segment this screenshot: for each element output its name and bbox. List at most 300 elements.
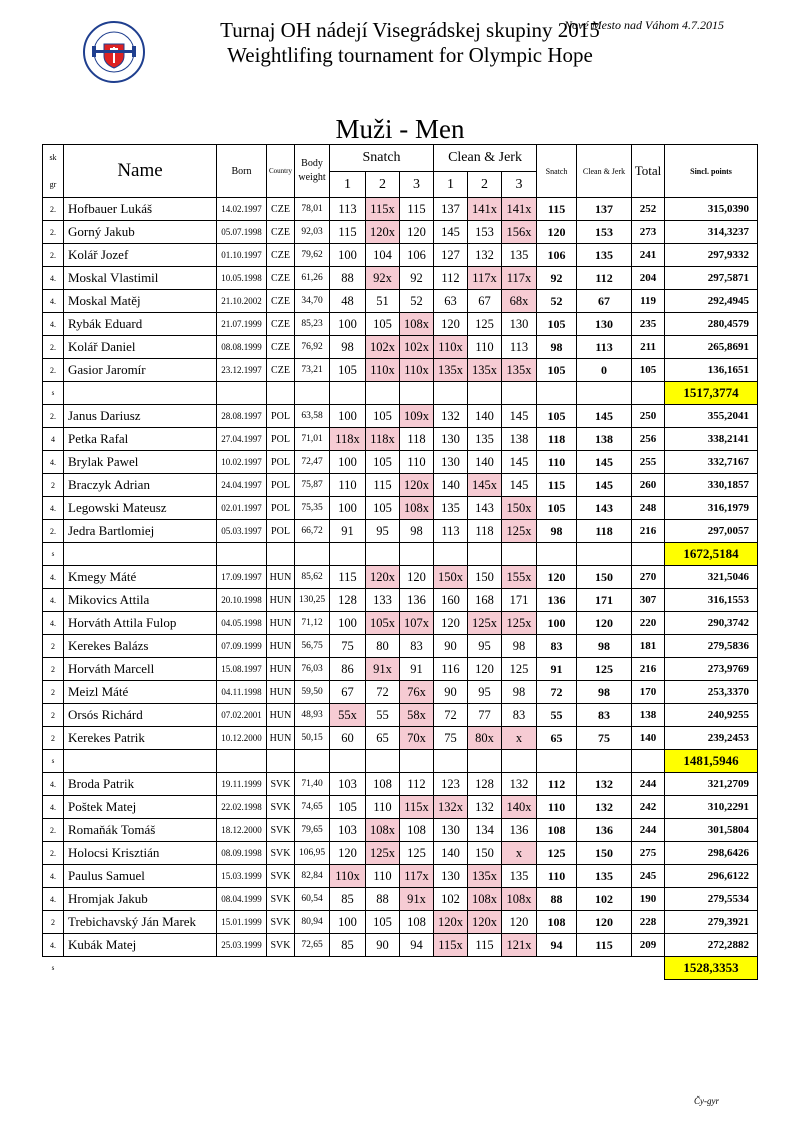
empty-cell bbox=[434, 543, 468, 566]
country-cell: CZE bbox=[267, 198, 295, 221]
cj-1-cell: 116 bbox=[434, 658, 468, 681]
table-row bbox=[43, 474, 758, 497]
snatch-best-cell: 52 bbox=[537, 290, 577, 313]
cj-1-cell: 130 bbox=[434, 428, 468, 451]
sinclair-cell: 239,2453 bbox=[665, 727, 758, 750]
total-cell: 105 bbox=[632, 359, 665, 382]
snatch-2-cell: 105 bbox=[366, 405, 400, 428]
table-row bbox=[43, 865, 758, 888]
total-cell: 275 bbox=[632, 842, 665, 865]
cj-3-cell: 121x bbox=[502, 934, 537, 957]
empty-cell bbox=[577, 543, 632, 566]
empty-cell bbox=[267, 750, 295, 773]
section-heading: Muži - Men bbox=[335, 114, 465, 144]
sum-marker: s bbox=[51, 964, 55, 973]
sinclair-cell: 321,5046 bbox=[665, 566, 758, 589]
athlete-name: Hromjak Jakub bbox=[64, 888, 217, 911]
snatch-1-cell: 105 bbox=[330, 359, 366, 382]
col-snatch-2: 2 bbox=[366, 172, 400, 198]
team-sum-row bbox=[43, 382, 758, 405]
group-cell: 4. bbox=[43, 934, 64, 957]
athlete-name: Braczyk Adrian bbox=[64, 474, 217, 497]
athlete-name: Kmegy Máté bbox=[64, 566, 217, 589]
cj-best-cell: 67 bbox=[577, 290, 632, 313]
cj-2-cell: 125 bbox=[468, 313, 502, 336]
cj-best-cell: 98 bbox=[577, 681, 632, 704]
snatch-1-cell: 85 bbox=[330, 888, 366, 911]
table-row bbox=[43, 244, 758, 267]
empty-cell bbox=[502, 382, 537, 405]
snatch-2-cell: 108x bbox=[366, 819, 400, 842]
snatch-1-cell: 98 bbox=[330, 336, 366, 359]
cj-1-cell: 137 bbox=[434, 198, 468, 221]
sinclair-cell: 316,1553 bbox=[665, 589, 758, 612]
snatch-2-cell: 110x bbox=[366, 359, 400, 382]
athlete-name: Gasior Jaromír bbox=[64, 359, 217, 382]
table-row bbox=[43, 681, 758, 704]
born-cell: 07.09.1999 bbox=[217, 635, 267, 658]
sinclair-cell: 273,9769 bbox=[665, 658, 758, 681]
cj-3-cell: 135 bbox=[502, 244, 537, 267]
group-cell: 2. bbox=[43, 359, 64, 382]
team-sum: 1672,5184 bbox=[665, 543, 758, 566]
body-weight-cell: 50,15 bbox=[295, 727, 330, 750]
body-weight-cell: 74,65 bbox=[295, 796, 330, 819]
place-date: Nové Mesto nad Váhom 4.7.2015 bbox=[564, 18, 724, 32]
snatch-best-cell: 110 bbox=[537, 865, 577, 888]
group-cell: 4. bbox=[43, 773, 64, 796]
col-snatch: Snatch bbox=[330, 145, 434, 172]
cj-3-cell: 98 bbox=[502, 635, 537, 658]
snatch-1-cell: 100 bbox=[330, 313, 366, 336]
cj-1-cell: 102 bbox=[434, 888, 468, 911]
cj-best-cell: 102 bbox=[577, 888, 632, 911]
total-cell: 220 bbox=[632, 612, 665, 635]
cj-2-cell: 108x bbox=[468, 888, 502, 911]
snatch-best-cell: 136 bbox=[537, 589, 577, 612]
snatch-1-cell: 113 bbox=[330, 198, 366, 221]
group-cell: 2. bbox=[43, 819, 64, 842]
total-cell: 252 bbox=[632, 198, 665, 221]
snatch-3-cell: 108x bbox=[400, 497, 434, 520]
athlete-name: Moskal Matěj bbox=[64, 290, 217, 313]
col-skgr: sk gr bbox=[43, 145, 64, 198]
group-cell: 2 bbox=[43, 704, 64, 727]
athlete-name: Trebichavský Ján Marek bbox=[64, 911, 217, 934]
snatch-1-cell: 110 bbox=[330, 474, 366, 497]
born-cell: 04.05.1998 bbox=[217, 612, 267, 635]
cj-best-cell: 150 bbox=[577, 566, 632, 589]
total-cell: 190 bbox=[632, 888, 665, 911]
snatch-3-cell: 107x bbox=[400, 612, 434, 635]
athlete-name: Jedra Bartlomiej bbox=[64, 520, 217, 543]
snatch-3-cell: 108x bbox=[400, 313, 434, 336]
snatch-best-cell: 120 bbox=[537, 221, 577, 244]
athlete-name: Kolář Jozef bbox=[64, 244, 217, 267]
snatch-1-cell: 75 bbox=[330, 635, 366, 658]
snatch-3-cell: 120 bbox=[400, 221, 434, 244]
cj-best-cell: 145 bbox=[577, 474, 632, 497]
snatch-best-cell: 94 bbox=[537, 934, 577, 957]
cj-3-cell: 83 bbox=[502, 704, 537, 727]
col-body-weight: Body weight bbox=[295, 145, 330, 198]
total-cell: 256 bbox=[632, 428, 665, 451]
cj-3-cell: x bbox=[502, 727, 537, 750]
country-cell: HUN bbox=[267, 566, 295, 589]
empty-cell bbox=[400, 382, 434, 405]
col-total: Total bbox=[632, 145, 665, 198]
cj-best-cell: 145 bbox=[577, 451, 632, 474]
snatch-2-cell: 92x bbox=[366, 267, 400, 290]
snatch-1-cell: 100 bbox=[330, 612, 366, 635]
born-cell: 28.08.1997 bbox=[217, 405, 267, 428]
table-row bbox=[43, 290, 758, 313]
snatch-1-cell: 55x bbox=[330, 704, 366, 727]
total-cell: 216 bbox=[632, 520, 665, 543]
sinclair-cell: 296,6122 bbox=[665, 865, 758, 888]
snatch-1-cell: 48 bbox=[330, 290, 366, 313]
snatch-2-cell: 72 bbox=[366, 681, 400, 704]
cj-2-cell: 95 bbox=[468, 635, 502, 658]
cj-3-cell: 145 bbox=[502, 451, 537, 474]
cj-3-cell: 120 bbox=[502, 911, 537, 934]
cj-3-cell: 136 bbox=[502, 819, 537, 842]
snatch-3-cell: 108 bbox=[400, 911, 434, 934]
total-cell: 138 bbox=[632, 704, 665, 727]
cj-3-cell: 98 bbox=[502, 681, 537, 704]
cj-3-cell: 138 bbox=[502, 428, 537, 451]
empty-cell bbox=[537, 750, 577, 773]
snatch-2-cell: 105 bbox=[366, 451, 400, 474]
snatch-2-cell: 90 bbox=[366, 934, 400, 957]
born-cell: 21.10.2002 bbox=[217, 290, 267, 313]
snatch-1-cell: 85 bbox=[330, 934, 366, 957]
group-cell: 2. bbox=[43, 405, 64, 428]
snatch-3-cell: 106 bbox=[400, 244, 434, 267]
sum-marker: s bbox=[43, 543, 64, 566]
athlete-name: Rybák Eduard bbox=[64, 313, 217, 336]
cj-3-cell: 108x bbox=[502, 888, 537, 911]
body-weight-cell: 78,01 bbox=[295, 198, 330, 221]
total-cell: 241 bbox=[632, 244, 665, 267]
athlete-name: Broda Patrik bbox=[64, 773, 217, 796]
total-cell: 273 bbox=[632, 221, 665, 244]
empty-cell bbox=[632, 382, 665, 405]
cj-best-cell: 113 bbox=[577, 336, 632, 359]
born-cell: 10.02.1997 bbox=[217, 451, 267, 474]
group-cell: 2 bbox=[43, 635, 64, 658]
results-table bbox=[42, 144, 758, 980]
cj-2-cell: 150 bbox=[468, 566, 502, 589]
group-cell: 4. bbox=[43, 589, 64, 612]
snatch-3-cell: 83 bbox=[400, 635, 434, 658]
table-row bbox=[43, 727, 758, 750]
body-weight-cell: 130,25 bbox=[295, 589, 330, 612]
snatch-1-cell: 67 bbox=[330, 681, 366, 704]
born-cell: 14.02.1997 bbox=[217, 198, 267, 221]
country-cell: HUN bbox=[267, 727, 295, 750]
cj-2-cell: 135 bbox=[468, 428, 502, 451]
snatch-1-cell: 100 bbox=[330, 244, 366, 267]
table-row bbox=[43, 612, 758, 635]
empty-cell bbox=[400, 543, 434, 566]
snatch-1-cell: 105 bbox=[330, 796, 366, 819]
col-cj-best: Clean & Jerk bbox=[577, 145, 632, 198]
snatch-2-cell: 105 bbox=[366, 497, 400, 520]
cj-2-cell: 110 bbox=[468, 336, 502, 359]
col-sinclair: Sincl. points bbox=[665, 145, 758, 198]
snatch-3-cell: 110x bbox=[400, 359, 434, 382]
athlete-name: Hofbauer Lukáš bbox=[64, 198, 217, 221]
cj-2-cell: 128 bbox=[468, 773, 502, 796]
empty-cell bbox=[577, 382, 632, 405]
born-cell: 15.01.1999 bbox=[217, 911, 267, 934]
cj-2-cell: 150 bbox=[468, 842, 502, 865]
snatch-3-cell: 112 bbox=[400, 773, 434, 796]
snatch-3-cell: 58x bbox=[400, 704, 434, 727]
sinclair-cell: 279,5534 bbox=[665, 888, 758, 911]
born-cell: 10.12.2000 bbox=[217, 727, 267, 750]
country-cell: CZE bbox=[267, 290, 295, 313]
title-english: Weightlifing tournament for Olympic Hope bbox=[227, 43, 593, 67]
empty-cell bbox=[468, 750, 502, 773]
cj-2-cell: 145x bbox=[468, 474, 502, 497]
snatch-best-cell: 72 bbox=[537, 681, 577, 704]
born-cell: 04.11.1998 bbox=[217, 681, 267, 704]
total-cell: 270 bbox=[632, 566, 665, 589]
col-snatch-best: Snatch bbox=[537, 145, 577, 198]
country-cell: SVK bbox=[267, 796, 295, 819]
country-cell: SVK bbox=[267, 911, 295, 934]
table-row bbox=[43, 773, 758, 796]
snatch-2-cell: 102x bbox=[366, 336, 400, 359]
snatch-2-cell: 133 bbox=[366, 589, 400, 612]
snatch-best-cell: 98 bbox=[537, 520, 577, 543]
table-row bbox=[43, 336, 758, 359]
cj-1-cell: 135x bbox=[434, 359, 468, 382]
sinclair-cell: 298,6426 bbox=[665, 842, 758, 865]
col-cj-3: 3 bbox=[502, 172, 537, 198]
body-weight-cell: 71,12 bbox=[295, 612, 330, 635]
snatch-best-cell: 65 bbox=[537, 727, 577, 750]
empty-cell bbox=[217, 543, 267, 566]
table-row bbox=[43, 359, 758, 382]
empty-cell bbox=[64, 543, 217, 566]
athlete-name: Brylak Pawel bbox=[64, 451, 217, 474]
cj-best-cell: 138 bbox=[577, 428, 632, 451]
group-cell: 2 bbox=[43, 474, 64, 497]
empty-cell bbox=[468, 543, 502, 566]
body-weight-cell: 59,50 bbox=[295, 681, 330, 704]
country-cell: CZE bbox=[267, 313, 295, 336]
table-row bbox=[43, 221, 758, 244]
country-cell: SVK bbox=[267, 888, 295, 911]
cj-1-cell: 123 bbox=[434, 773, 468, 796]
snatch-2-cell: 55 bbox=[366, 704, 400, 727]
snatch-1-cell: 128 bbox=[330, 589, 366, 612]
cj-2-cell: 115 bbox=[468, 934, 502, 957]
cj-1-cell: 127 bbox=[434, 244, 468, 267]
cj-2-cell: 132 bbox=[468, 244, 502, 267]
group-cell: 4. bbox=[43, 290, 64, 313]
snatch-2-cell: 120x bbox=[366, 566, 400, 589]
cj-best-cell: 143 bbox=[577, 497, 632, 520]
total-cell: 119 bbox=[632, 290, 665, 313]
snatch-1-cell: 118x bbox=[330, 428, 366, 451]
snatch-best-cell: 88 bbox=[537, 888, 577, 911]
cj-best-cell: 120 bbox=[577, 612, 632, 635]
group-cell: 4. bbox=[43, 566, 64, 589]
empty-cell bbox=[267, 382, 295, 405]
body-weight-cell: 60,54 bbox=[295, 888, 330, 911]
cj-2-cell: 120 bbox=[468, 658, 502, 681]
sinclair-cell: 316,1979 bbox=[665, 497, 758, 520]
empty-cell bbox=[537, 543, 577, 566]
sinclair-cell: 240,9255 bbox=[665, 704, 758, 727]
snatch-2-cell: 95 bbox=[366, 520, 400, 543]
born-cell: 17.09.1997 bbox=[217, 566, 267, 589]
athlete-name: Kerekes Balázs bbox=[64, 635, 217, 658]
snatch-3-cell: 125 bbox=[400, 842, 434, 865]
snatch-3-cell: 108 bbox=[400, 819, 434, 842]
born-cell: 25.03.1999 bbox=[217, 934, 267, 957]
empty-cell bbox=[64, 957, 665, 980]
total-cell: 216 bbox=[632, 658, 665, 681]
col-clean-jerk: Clean & Jerk bbox=[434, 145, 537, 172]
cj-1-cell: 140 bbox=[434, 842, 468, 865]
snatch-3-cell: 118 bbox=[400, 428, 434, 451]
born-cell: 18.12.2000 bbox=[217, 819, 267, 842]
cj-1-cell: 75 bbox=[434, 727, 468, 750]
cj-1-cell: 140 bbox=[434, 474, 468, 497]
country-cell: SVK bbox=[267, 865, 295, 888]
table-row bbox=[43, 520, 758, 543]
total-cell: 209 bbox=[632, 934, 665, 957]
athlete-name: Legowski Mateusz bbox=[64, 497, 217, 520]
cj-2-cell: 67 bbox=[468, 290, 502, 313]
snatch-3-cell: 115x bbox=[400, 796, 434, 819]
sinclair-cell: 330,1857 bbox=[665, 474, 758, 497]
sinclair-cell: 292,4945 bbox=[665, 290, 758, 313]
col-snatch-1: 1 bbox=[330, 172, 366, 198]
cj-3-cell: 140x bbox=[502, 796, 537, 819]
born-cell: 15.03.1999 bbox=[217, 865, 267, 888]
sinclair-cell: 332,7167 bbox=[665, 451, 758, 474]
cj-1-cell: 145 bbox=[434, 221, 468, 244]
cj-1-cell: 120 bbox=[434, 612, 468, 635]
born-cell: 02.01.1997 bbox=[217, 497, 267, 520]
born-cell: 23.12.1997 bbox=[217, 359, 267, 382]
snatch-2-cell: 51 bbox=[366, 290, 400, 313]
snatch-2-cell: 110 bbox=[366, 796, 400, 819]
snatch-2-cell: 105 bbox=[366, 313, 400, 336]
athlete-name: Horváth Attila Fulop bbox=[64, 612, 217, 635]
sum-marker: s bbox=[43, 750, 64, 773]
snatch-3-cell: 91 bbox=[400, 658, 434, 681]
cj-1-cell: 132x bbox=[434, 796, 468, 819]
snatch-best-cell: 98 bbox=[537, 336, 577, 359]
cj-1-cell: 130 bbox=[434, 865, 468, 888]
empty-cell bbox=[295, 750, 330, 773]
country-cell: SVK bbox=[267, 819, 295, 842]
table-row bbox=[43, 198, 758, 221]
empty-cell bbox=[64, 750, 217, 773]
born-cell: 24.04.1997 bbox=[217, 474, 267, 497]
born-cell: 21.07.1999 bbox=[217, 313, 267, 336]
cj-best-cell: 135 bbox=[577, 244, 632, 267]
snatch-best-cell: 106 bbox=[537, 244, 577, 267]
title-slovak: Turnaj OH nádejí Visegrádskej skupiny 2015 bbox=[220, 18, 600, 42]
team-sum-row bbox=[43, 543, 758, 566]
cj-2-cell: 135x bbox=[468, 865, 502, 888]
cj-2-cell: 80x bbox=[468, 727, 502, 750]
sinclair-cell: 338,2141 bbox=[665, 428, 758, 451]
snatch-2-cell: 115 bbox=[366, 474, 400, 497]
total-cell: 260 bbox=[632, 474, 665, 497]
cj-best-cell: 112 bbox=[577, 267, 632, 290]
snatch-1-cell: 115 bbox=[330, 566, 366, 589]
snatch-best-cell: 105 bbox=[537, 405, 577, 428]
sinclair-cell: 279,3921 bbox=[665, 911, 758, 934]
body-weight-cell: 92,03 bbox=[295, 221, 330, 244]
team-sum-row bbox=[43, 750, 758, 773]
snatch-best-cell: 108 bbox=[537, 911, 577, 934]
results-body bbox=[43, 198, 758, 980]
athlete-name: Kolář Daniel bbox=[64, 336, 217, 359]
total-cell: 181 bbox=[632, 635, 665, 658]
empty-cell bbox=[468, 382, 502, 405]
cj-3-cell: 132 bbox=[502, 773, 537, 796]
country-cell: CZE bbox=[267, 221, 295, 244]
snatch-best-cell: 110 bbox=[537, 451, 577, 474]
country-cell: POL bbox=[267, 451, 295, 474]
empty-cell bbox=[217, 382, 267, 405]
country-cell: HUN bbox=[267, 635, 295, 658]
cj-3-cell: 135x bbox=[502, 359, 537, 382]
body-weight-cell: 76,92 bbox=[295, 336, 330, 359]
snatch-1-cell: 100 bbox=[330, 497, 366, 520]
total-cell: 140 bbox=[632, 727, 665, 750]
body-weight-cell: 72,47 bbox=[295, 451, 330, 474]
cj-1-cell: 90 bbox=[434, 635, 468, 658]
cj-best-cell: 153 bbox=[577, 221, 632, 244]
snatch-3-cell: 91x bbox=[400, 888, 434, 911]
table-row bbox=[43, 911, 758, 934]
cj-3-cell: 125x bbox=[502, 612, 537, 635]
group-cell: 2. bbox=[43, 842, 64, 865]
cj-best-cell: 83 bbox=[577, 704, 632, 727]
total-cell: 211 bbox=[632, 336, 665, 359]
empty-cell bbox=[502, 750, 537, 773]
table-row bbox=[43, 451, 758, 474]
sum-marker: s bbox=[43, 382, 64, 405]
snatch-best-cell: 108 bbox=[537, 819, 577, 842]
snatch-2-cell: 120x bbox=[366, 221, 400, 244]
table-row bbox=[43, 888, 758, 911]
body-weight-cell: 56,75 bbox=[295, 635, 330, 658]
sinclair-cell: 321,2709 bbox=[665, 773, 758, 796]
total-cell: 204 bbox=[632, 267, 665, 290]
cj-3-cell: 150x bbox=[502, 497, 537, 520]
table-row bbox=[43, 796, 758, 819]
cj-2-cell: 134 bbox=[468, 819, 502, 842]
empty-cell bbox=[217, 750, 267, 773]
snatch-1-cell: 103 bbox=[330, 773, 366, 796]
snatch-2-cell: 88 bbox=[366, 888, 400, 911]
athlete-name: Paulus Samuel bbox=[64, 865, 217, 888]
snatch-best-cell: 110 bbox=[537, 796, 577, 819]
snatch-1-cell: 120 bbox=[330, 842, 366, 865]
